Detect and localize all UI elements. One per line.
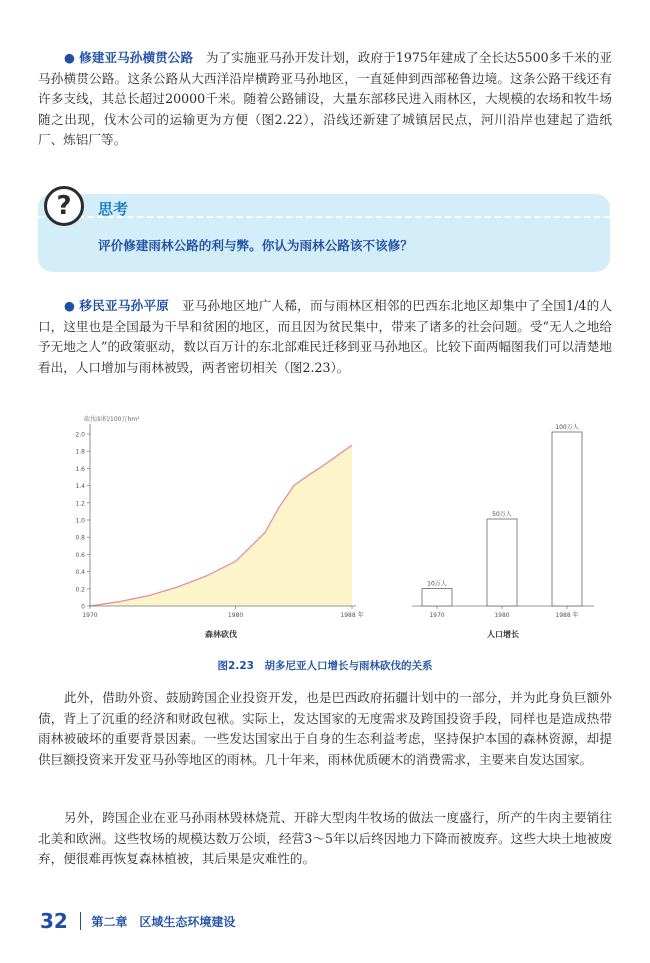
section-road-paragraph [38,48,612,151]
body-paragraph-2: 另外，跨国企业在亚马孙雨林毁林烧荒、开辟大型肉牛牧场的做法一度盛行，所产的牛肉主要销往北美和欧洲。这些牧场的规模达数万公顷，经营3～5年以后终因地力下降而被废弃。这些大块土地被废弃，便很难再恢复森林植被，其后果是灾难性的。 [38,810,612,866]
page-footer [40,908,612,934]
bar-x-tick-label: 1970 [429,612,445,619]
y-tick-label: 2.0 [75,431,85,439]
bar-x-tick-label: 1980 [494,612,510,619]
population-chart-title: 人口增长 [487,630,519,639]
page-number: 32 [40,909,68,933]
bar-x-tick-label: 1988 年 [555,612,579,619]
bullet-icon: ● [64,50,76,65]
figure-2-23 [0,410,650,660]
population-bar-label: 10万人 [427,580,447,588]
y-tick-label: 0.2 [75,586,85,594]
footer-divider [80,912,82,930]
y-tick-label: 1.2 [75,500,85,508]
x-tick-label: 1980 [227,612,244,619]
population-bar [552,432,582,606]
chapter-title: 第二章 区域生态环境建设 [91,914,236,929]
bullet-icon: ● [64,298,76,313]
population-bar-label: 50万人 [492,511,512,518]
y-tick-label: 1.4 [75,483,85,491]
section-migration-heading: 移民亚马孙平原 [79,298,170,313]
x-tick-label: 1988 年 [340,612,364,619]
y-tick-label: 1.0 [75,517,85,525]
think-title: 思考 [98,200,129,218]
y-tick-label: 0.4 [75,569,85,577]
y-tick-label: 1.8 [75,448,85,456]
y-tick-label: 0 [81,603,85,611]
y-axis-label: 砍伐面积/100万hm² [84,416,140,423]
section-road-heading: 修建亚马孙横贯公路 [79,50,194,65]
population-bar [487,519,517,606]
x-tick-label: 1970 [82,612,98,619]
population-bar [422,589,452,606]
y-tick-label: 1.6 [75,465,85,473]
y-tick-label: 0.6 [75,551,85,559]
section-migration-text: 亚马孙地区地广人稀，而与雨林区相邻的巴西东北地区却集中了全国1/4的人口，这里也是全国最为干旱和贫困的地区，而且因为贫民集中，带来了诸多的社会问题。受“无人之地给予无地之人”的政策驱动，数以百万计的东北部难民迁移到亚马孙地区。比较下面两幅图我们可以清楚地看出，人口增加与雨林被毁，两者密切相关（图2.23）。 [38,298,612,375]
y-tick-label: 0.8 [75,534,85,542]
deforestation-area [90,445,352,606]
section-road-text: 为了实施亚马孙开发计划，政府于1975年建成了全长达5500多千米的亚马孙横贯公路。这条公路从大西洋沿岸横跨亚马孙地区，一直延伸到西部秘鲁边境。这条公路干线还有许多支线，其总长超过20000千米。随着公路铺设，大量东部移民进入雨林区，大规模的农场和牧牛场随之出现，伐木公司的运输更为方便（图2.22），沿线还新建了城镇居民点，河川沿岸也建起了造纸厂、炼铝厂等。 [38,50,612,147]
deforestation-chart-title: 森林砍伐 [205,630,237,639]
population-bar-label: 100万人 [555,424,579,431]
section-migration-paragraph [38,296,612,378]
body-paragraph-1: 此外，借助外资、鼓励跨国企业投资开发，也是巴西政府拓疆计划中的一部分，并为此身负巨额外债，背上了沉重的经济和财政包袱。实际上，发达国家的无度需求及跨国投资手段，同样也是造成热带雨林被破坏的重要背景因素。一些发达国家出于自身的生态利益考虑，坚持保护本国的森林资源，却提供巨额投资来开发亚马孙等地区的雨林。几十年来，雨林优质硬木的消费需求，主要来自发达国家。 [38,690,612,767]
figure-caption: 图2.23 胡多尼亚人口增长与雨林砍伐的关系 [217,660,433,672]
question-mark-icon: ? [44,186,84,226]
think-question: 评价修建雨林公路的利与弊。你认为雨林公路该不该修？ [98,238,413,253]
